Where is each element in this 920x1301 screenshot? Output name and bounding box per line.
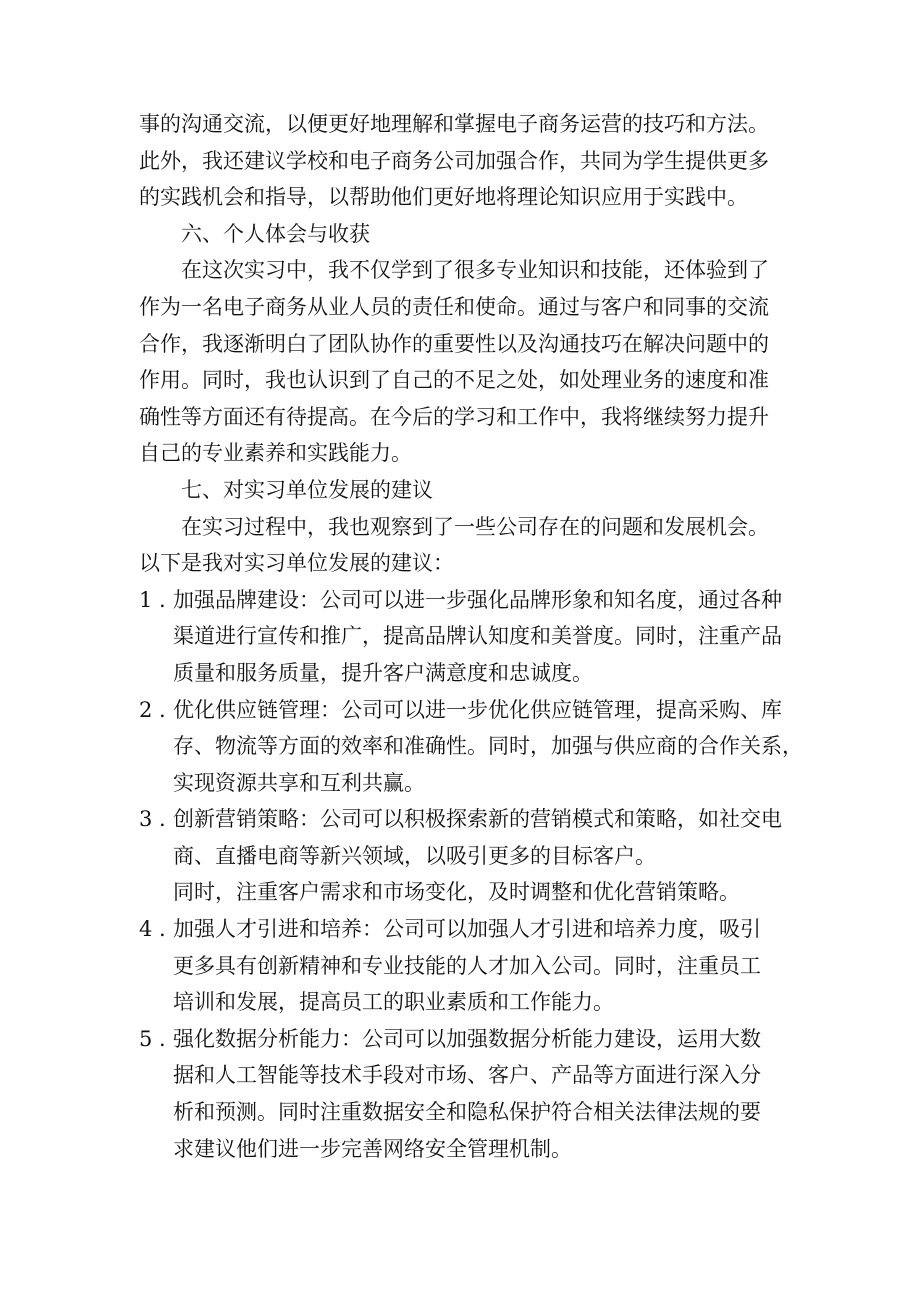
text-line: 合作，我逐渐明白了团队协作的重要性以及沟通技巧在解决问题中的 <box>139 331 769 356</box>
text-line: 事的沟通交流，以便更好地理解和掌握电子商务运营的技巧和方法。 <box>139 112 769 136</box>
document-body <box>139 106 803 1167</box>
list-item-line: 据和人工智能等技术手段对市场、客户、产品等方面进行深入分 <box>173 1063 761 1088</box>
list-item-line: 商、直播电商等新兴领域，以吸引更多的目标客户。 <box>173 843 656 868</box>
list-item-first-line <box>139 1021 799 1058</box>
list-item-first-line <box>139 582 799 619</box>
list-item-first-line <box>139 801 799 838</box>
list-item-number: 5 . <box>139 1026 166 1051</box>
section-heading-6: 六、个人体会与收获 <box>181 221 370 246</box>
list-item-number: 3 . <box>139 807 166 832</box>
text-line: 自己的专业素养和实践能力。 <box>139 441 412 466</box>
list-item-first-line <box>139 692 799 729</box>
list-item-line: 析和预测。同时注重数据安全和隐私保护符合相关法律法规的要 <box>173 1100 761 1125</box>
list-item-line: 质量和服务质量，提升客户满意度和忠诚度。 <box>173 660 593 685</box>
list-item-text: 强化数据分析能力：公司可以加强数据分析能力建设，运用大数 <box>173 1026 761 1051</box>
suggestion-list <box>139 582 803 1168</box>
text-line: 此外，我还建议学校和电子商务公司加强合作，共同为学生提供更多 <box>139 148 769 173</box>
list-item-first-line <box>139 911 799 948</box>
list-item <box>139 582 799 692</box>
list-item-number: 2 . <box>139 697 166 722</box>
text-line: 的实践机会和指导，以帮助他们更好地将理论知识应用于实践中。 <box>139 185 748 210</box>
list-item <box>139 911 799 1021</box>
section-heading-7: 七、对实习单位发展的建议 <box>181 477 433 502</box>
list-item-number: 4 . <box>139 917 166 942</box>
list-item <box>139 692 803 802</box>
list-item-line: 求建议他们进一步完善网络安全管理机制。 <box>173 1136 572 1161</box>
list-item-text: 加强人才引进和培养：公司可以加强人才引进和培养力度，吸引 <box>173 917 761 942</box>
section7-intro <box>139 509 799 582</box>
list-item-line: 同时，注重客户需求和市场变化，及时调整和优化营销策略。 <box>173 880 740 905</box>
text-line: 以下是我对实习单位发展的建议： <box>139 551 454 576</box>
list-item-line: 渠道进行宣传和推广，提高品牌认知度和美誉度。同时，注重产品 <box>173 624 782 649</box>
continuation-paragraph <box>139 106 799 216</box>
text-line: 作为一名电子商务从业人员的责任和使命。通过与客户和同事的交流 <box>139 294 769 319</box>
list-item-text: 加强品牌建设：公司可以进一步强化品牌形象和知名度，通过各种 <box>173 587 782 612</box>
text-line: 在这次实习中，我不仅学到了很多专业知识和技能，还体验到了 <box>181 258 769 283</box>
text-line: 作用。同时，我也认识到了自己的不足之处，如处理业务的速度和准 <box>139 368 769 393</box>
list-item-line: 更多具有创新精神和专业技能的人才加入公司。同时，注重员工 <box>173 953 761 978</box>
list-item-line: 存、物流等方面的效率和准确性。同时，加强与供应商的合作关系， <box>173 734 803 759</box>
list-item-number: 1 . <box>139 587 166 612</box>
list-item-text: 优化供应链管理：公司可以进一步优化供应链管理，提高采购、库 <box>173 697 782 722</box>
list-item-line: 培训和发展，提高员工的职业素质和工作能力。 <box>173 990 614 1015</box>
text-line: 在实习过程中，我也观察到了一些公司存在的问题和发展机会。 <box>181 514 769 539</box>
text-line: 确性等方面还有待提高。在今后的学习和工作中，我将继续努力提升 <box>139 404 769 429</box>
list-item-text: 创新营销策略：公司可以积极探索新的营销模式和策略，如社交电 <box>173 807 782 832</box>
section6-paragraph <box>139 252 799 472</box>
list-item-line: 实现资源共享和互利共赢。 <box>173 770 425 795</box>
list-item <box>139 1021 799 1167</box>
list-item <box>139 801 799 911</box>
